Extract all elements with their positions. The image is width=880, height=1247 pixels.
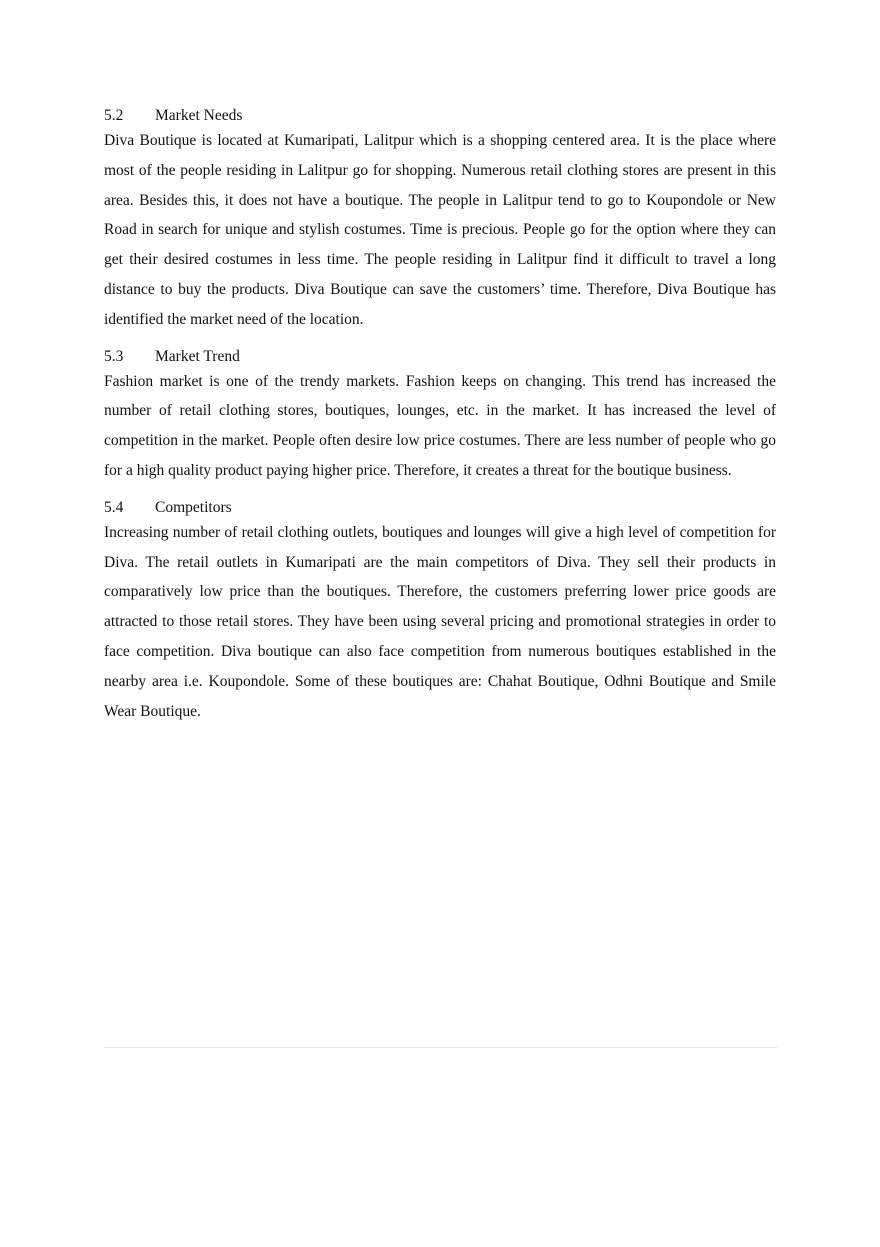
section-number: 5.4 — [104, 498, 124, 516]
section-market-needs — [104, 106, 776, 335]
section-paragraph: Diva Boutique is located at Kumaripati, Lalitpur which is a shopping centered area. It is the place where most of the people residing in Lalitpur go for shopping. Numerous retail clothing stores are present in this area. Besides this, it does not have a boutique. The people in Lalitpur tend to go to Koupondole or New Road in search for unique and stylish costumes. Time is precious. People go for the option where they can get their desired costumes in less time. The people residing in Lalitpur find it difficult to travel a long distance to buy the products. Diva Boutique can save the customers’ time. Therefore, Diva Boutique has identified the market need of the location. — [104, 132, 776, 328]
section-heading — [104, 498, 776, 518]
section-number: 5.3 — [104, 347, 124, 365]
footer-divider — [104, 1047, 777, 1048]
section-title: Competitors — [155, 498, 232, 516]
document-body — [104, 106, 776, 738]
section-heading — [104, 347, 776, 367]
section-title: Market Trend — [155, 347, 240, 365]
section-heading — [104, 106, 776, 126]
section-paragraph: Increasing number of retail clothing outlets, boutiques and lounges will give a high level of competition for Diva. The retail outlets in Kumaripati are the main competitors of Diva. They sell their products in comparatively low price than the boutiques. Therefore, the customers preferring lower price goods are attracted to those retail stores. They have been using several pricing and promotional strategies in order to face competition. Diva boutique can also face competition from numerous boutiques established in the nearby area i.e. Koupondole. Some of these boutiques are: Chahat Boutique, Odhni Boutique and Smile Wear Boutique. — [104, 523, 776, 720]
section-title: Market Needs — [155, 107, 243, 124]
section-paragraph: Fashion market is one of the trendy markets. Fashion keeps on changing. This trend has increased the number of retail clothing stores, boutiques, lounges, etc. in the market. It has increased the level of competition in the market. People often desire low price costumes. There are less number of people who go for a high quality product paying higher price. Therefore, it creates a threat for the boutique business. — [104, 372, 776, 479]
section-number: 5.2 — [104, 107, 124, 124]
section-competitors — [104, 498, 776, 727]
section-market-trend — [104, 347, 776, 486]
